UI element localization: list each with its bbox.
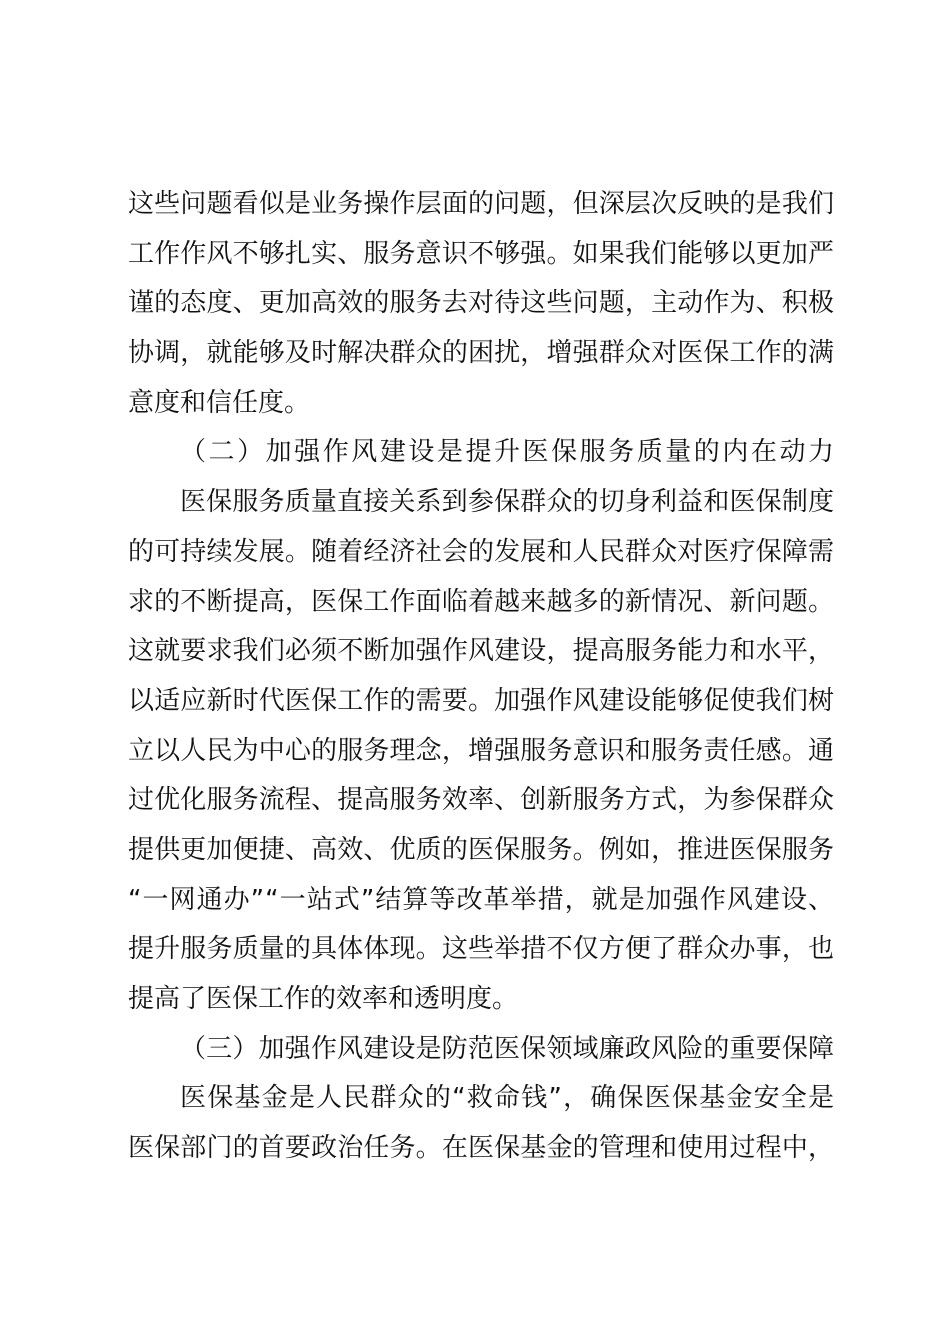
text-line: 立以人民为中心的服务理念，增强服务意识和服务责任感。通	[128, 735, 835, 766]
text-line: 协调，就能够及时解决群众的困扰，增强群众对医保工作的满	[128, 338, 835, 369]
text-line: 过优化服务流程、提高服务效率、创新服务方式，为参保群众	[128, 785, 835, 816]
text-line: 以适应新时代医保工作的需要。加强作风建设能够促使我们树	[128, 685, 835, 716]
text-line: 提高了医保工作的效率和透明度。	[128, 984, 519, 1014]
text-line: 提供更加便捷、高效、优质的医保服务。例如，推进医保服务	[128, 834, 835, 865]
text-line: 求的不断提高，医保工作面临着越来越多的新情况、新问题。	[128, 586, 835, 617]
text-line: 这些问题看似是业务操作层面的问题，但深层次反映的是我们	[128, 189, 835, 219]
section-heading-3: （三）加强作风建设是防范医保领域廉政风险的重要保障	[180, 1033, 835, 1064]
text-line: 提升服务质量的具体体现。这些举措不仅方便了群众办事，也	[128, 934, 835, 965]
paragraph-start: 医保基金是人民群众的“救命钱”，确保医保基金安全是	[180, 1083, 836, 1114]
text-line: “一网通办”“一站式”结算等改革举措，就是加强作风建设、	[128, 884, 836, 915]
paragraph-start: 医保服务质量直接关系到参保群众的切身利益和医保制度	[180, 487, 835, 518]
text-line: 医保部门的首要政治任务。在医保基金的管理和使用过程中，	[128, 1133, 835, 1164]
text-line: 工作作风不够扎实、服务意识不够强。如果我们能够以更加严	[128, 238, 835, 269]
text-line: 的可持续发展。随着经济社会的发展和人民群众对医疗保障需	[128, 536, 835, 567]
text-line: 这就要求我们必须不断加强作风建设，提高服务能力和水平，	[128, 636, 835, 667]
document-body	[128, 180, 837, 1174]
section-heading-2: （二）加强作风建设是提升医保服务质量的内在动力	[180, 437, 837, 468]
text-line: 谨的态度、更加高效的服务去对待这些问题，主动作为、积极	[128, 288, 835, 319]
text-line: 意度和信任度。	[128, 387, 311, 418]
